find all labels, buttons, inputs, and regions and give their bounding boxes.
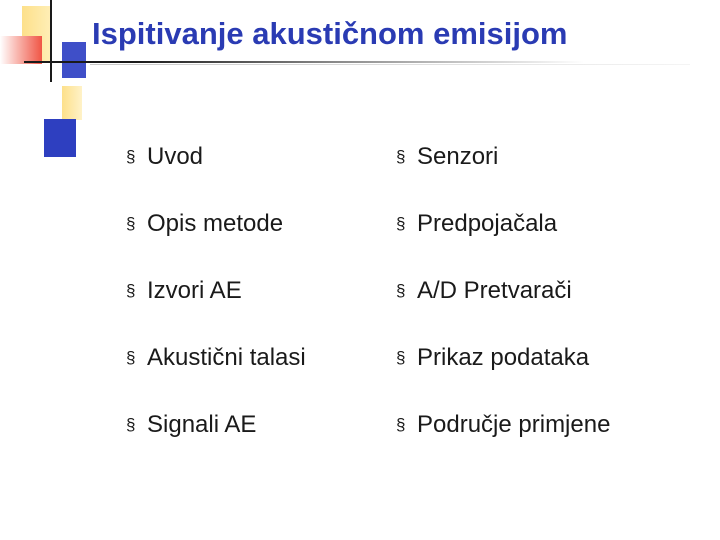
bullet-icon: § xyxy=(396,281,406,300)
bullet-list-left xyxy=(126,140,306,475)
list-item-label: Prikaz podataka xyxy=(417,344,590,371)
list-item xyxy=(126,140,306,207)
list-item-label: Područje primjene xyxy=(417,411,611,438)
title-underline xyxy=(24,61,584,63)
decor-blue-square-large xyxy=(44,119,76,157)
bullet-icon: § xyxy=(126,147,136,166)
decor-yellow-square-mid xyxy=(62,86,82,120)
list-item-label: Uvod xyxy=(147,143,204,170)
list-item-label: Signali AE xyxy=(147,411,257,438)
list-item-label: Izvori AE xyxy=(147,277,242,304)
bullet-icon: § xyxy=(396,147,406,166)
list-item xyxy=(396,207,610,274)
list-item xyxy=(396,408,610,475)
decor-blue-square-small xyxy=(62,42,86,78)
list-item-label: Opis metode xyxy=(147,210,284,237)
list-item xyxy=(126,341,306,408)
list-item xyxy=(396,140,610,207)
list-item-label: A/D Pretvarači xyxy=(417,277,572,304)
list-item xyxy=(396,341,610,408)
bullet-icon: § xyxy=(126,348,136,367)
bullet-icon: § xyxy=(396,214,406,233)
slide-title: Ispitivanje akustičnom emisijom xyxy=(92,16,568,51)
list-item xyxy=(396,274,610,341)
bullet-icon: § xyxy=(126,214,136,233)
bullet-icon: § xyxy=(126,415,136,434)
decor-red-square xyxy=(0,36,42,64)
list-item-label: Akustični talasi xyxy=(147,344,306,371)
bullet-icon: § xyxy=(126,281,136,300)
list-item-label: Senzori xyxy=(417,143,499,170)
bullet-list-right xyxy=(396,140,610,475)
list-item-label: Predpojačala xyxy=(417,210,558,237)
bullet-icon: § xyxy=(396,415,406,434)
list-item xyxy=(126,408,306,475)
decor-vertical-line xyxy=(50,0,52,82)
list-item xyxy=(126,274,306,341)
bullet-icon: § xyxy=(396,348,406,367)
list-item xyxy=(126,207,306,274)
title-underline-shadow xyxy=(90,64,690,65)
